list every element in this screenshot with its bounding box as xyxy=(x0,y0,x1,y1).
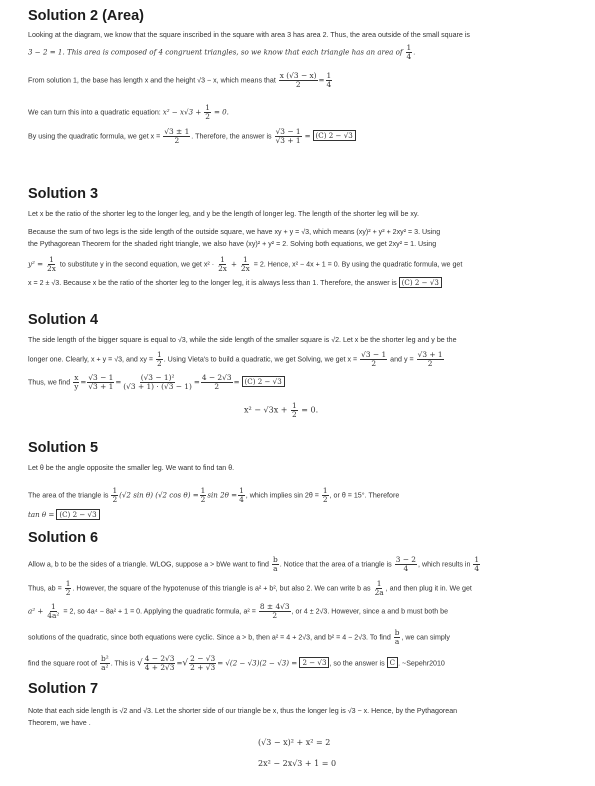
heading-solution-5: Solution 5 xyxy=(28,440,99,456)
sol6-line-1: Allow a, b to be the sides of a triangle. WLOG, suppose a > bWe want to find $\frac{b}{a}$ . Notice that the area of a triangle is $\frac{3 - 2}{4}$ , which results in $\frac{1}{4}$ xyxy=(28,555,480,573)
heading-solution-7: Solution 7 xyxy=(28,681,99,697)
sol3-line-3: the Pythagorean Theorem for the shaded right triangle, we also have (xy)² + y² = 2. Solving both equations, we get 2xy² = 1. Using xyxy=(28,240,437,248)
sol3-line-4: y² = $\frac{1}{2x}$ to substitute y in the second equation, we get x² · $\frac{1}{2x}$ + $\frac{1}{2x}$ = 2. Hence, x² − 4x + 1 = 0. By using the quadratic formula, we get xyxy=(28,255,463,273)
sol5-line-2: The area of the triangle is $\frac{1}{2}$ (√2 sin θ) (√2 cos θ) = $\frac{1}{2}$ sin 2θ = $\frac{1}{4}$ , which implies sin 2θ = $\frac{1}{2}$ , or θ = 15°. Therefore xyxy=(28,486,400,504)
sol3-line-1: Let x be the ratio of the shorter leg to the longer leg, and y be the length of longer leg. The length of the shorter leg will be xy. xyxy=(28,210,419,218)
sol6-line-2: Thus, ab = $\frac{1}{2}$ . However, the square of the hypotenuse of this triangle is a² + b², but also 2. We can write b as $\frac{1}{2a}$ , and then plug it in. We get xyxy=(28,579,472,597)
sol2-line-5: By using the quadratic formula, we get x = $\frac{√3 \pm 1}{2}$ . Therefore, the answer is $\frac{√3 - 1}{√3 + 1}$ = (C) 2 − √3 xyxy=(28,128,356,145)
sol4-answer-box: (C) 2 − √3 xyxy=(242,376,285,387)
heading-solution-6: Solution 6 xyxy=(28,530,99,546)
sol4-line-2: longer one. Clearly, x + y = √3, and xy = $\frac{1}{2}$ . Using Vieta's to build a quadratic, we get Solving, we get x = $\frac{√3 - 1}{2}$ and y = $\frac{√3 + 1}{2}$ xyxy=(28,350,443,368)
sol4-line-1: The side length of the bigger square is equal to √3, while the side length of the smaller square is √2. Let x be the shorter leg and y be the xyxy=(28,336,457,344)
sol5-answer-box: (C) 2 − √3 xyxy=(56,509,99,520)
heading-solution-2: Solution 2 (Area) xyxy=(28,8,145,24)
sol4-line-3: Thus, we find $\frac{x}{y}$ = $\frac{√3 - 1}{√3 + 1}$ = $\frac{\text{(√3 − 1)²}}{(√3 + 1) \cdot (√3 - 1)}$ = $\frac{4 - 2√3}{2}$ = (C) 2 − √3 xyxy=(28,374,285,391)
sol3-line-2: Because the sum of two legs is the side length of the outside square, we have xy + y = √3, which means (xy)² + y² + 2xy² = 3. Using xyxy=(28,228,441,236)
sol4-quadratic: x² − √3x + $\frac{1}{2}$ = 0. xyxy=(244,401,319,419)
sol2-line-1: Looking at the diagram, we know that the square inscribed in the square with area 3 has area 2. Thus, the area outside of the small square is xyxy=(28,31,470,39)
heading-solution-4: Solution 4 xyxy=(28,312,99,328)
sol2-answer-box: (C) 2 − √3 xyxy=(313,130,356,141)
sol2-line-3: From solution 1, the base has length x and the height √3 − x, which means that $\frac{x (√3 - x)}{2}$ = $\frac{1}{4}$ xyxy=(28,71,332,89)
sol6-line-5: find the square root of $\frac{\text{b²}}{\text{a²}}$ . This is √ $\frac{4 - 2√3}{4 + 2√3}$ =√ $\frac{2 - √3}{2 + √3}$ = √(2 − √3)(2 − √3) = 2 − √3 , so the answer is C . ~Sepehr2010 xyxy=(28,654,445,672)
sol3-line-5: x = 2 ± √3. Because x be the ratio of the shorter leg to the longer leg, it is always less than 1. Therefore, the answer is (C) 2 − √3 xyxy=(28,278,442,288)
sol7-line-1: Note that each side length is √2 and √3. Let the shorter side of our triangle be x, thus the longer leg is √3 − x. Hence, by the Pythagorean xyxy=(28,707,458,715)
sol5-line-3: tan θ = (C) 2 − √3 xyxy=(28,510,100,520)
heading-solution-3: Solution 3 xyxy=(28,186,99,202)
sol6-line-3: a² + $\frac{1}{\text{4a²}}$ = 2, so 4a⁴ − 8a² + 1 = 0. Applying the quadratic formula, a² = $\frac{8 \pm 4√3}{2}$ , or 4 ± 2√3. However, since a and b must both be xyxy=(28,602,449,620)
sol6-line-4: solutions of the quadratic, since both equations were cyclic. Since a > b, then a² = 4 + 2√3, and b² = 4 − 2√3. To find $\frac{b}{a}$ , we can simply xyxy=(28,628,450,646)
sol6-answer-letter: C xyxy=(387,657,398,668)
sol3-answer-box: (C) 2 − √3 xyxy=(399,277,442,288)
sol6-boxed-value: 2 − √3 xyxy=(299,657,329,668)
sol5-line-1: Let θ be the angle opposite the smaller leg. We want to find tan θ. xyxy=(28,464,235,472)
sol7-line-2: Theorem, we have . xyxy=(28,719,91,727)
sol2-line-2: 3 − 2 = 1. This area is composed of 4 congruent triangles, so we know that each triangle has an area of $\frac{1}{4}$ . xyxy=(28,43,416,61)
sol7-equation-2: 2x² − 2x√3 + 1 = 0 xyxy=(258,759,337,768)
sol7-equation-1: (√3 − x)² + x² = 2 xyxy=(258,738,331,747)
sol2-line-4: We can turn this into a quadratic equation: x² − x√3 + $\frac{1}{2}$ = 0. xyxy=(28,103,229,121)
